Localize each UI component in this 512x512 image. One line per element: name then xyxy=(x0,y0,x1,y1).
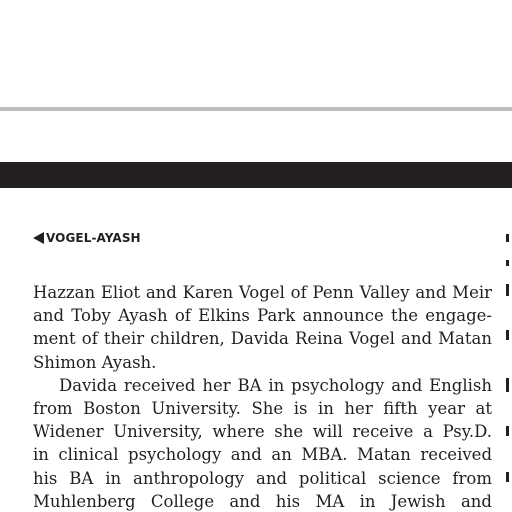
article-line: and Toby Ayash of Elkins Park announce the engage- xyxy=(33,306,492,326)
left-triangle-icon xyxy=(33,232,44,244)
edge-glyph xyxy=(506,260,509,266)
article-line: Muhlenberg College and his MA in Jewish and xyxy=(33,491,492,511)
edge-glyph xyxy=(506,284,509,296)
article-line: Shimon Ayash. xyxy=(33,352,157,372)
edge-glyph xyxy=(506,426,509,436)
article-line: in clinical psychology and an MBA. Matan received xyxy=(33,445,492,465)
article-line: his BA in anthropology and political science from xyxy=(33,468,492,488)
article-body xyxy=(33,281,492,512)
article-line: Davida received her BA in psychology and English xyxy=(59,375,492,395)
horizontal-rule xyxy=(0,107,512,111)
section-bar xyxy=(0,162,512,188)
edge-glyph xyxy=(506,472,509,482)
edge-glyph xyxy=(506,234,509,242)
article-line: from Boston University. She is in her fifth year at xyxy=(33,399,492,419)
announcement-headline xyxy=(33,231,141,245)
edge-glyph xyxy=(506,330,509,340)
article-line: Widener University, where she will receive a Psy.D. xyxy=(33,422,492,442)
article-line: Hazzan Eliot and Karen Vogel of Penn Valley and Meir xyxy=(33,283,492,302)
adjacent-column-edge xyxy=(506,220,512,512)
article-line: ment of their children, Davida Reina Vogel and Matan xyxy=(33,329,492,349)
edge-glyph xyxy=(506,378,509,392)
headline-text: VOGEL-AYASH xyxy=(46,231,141,245)
